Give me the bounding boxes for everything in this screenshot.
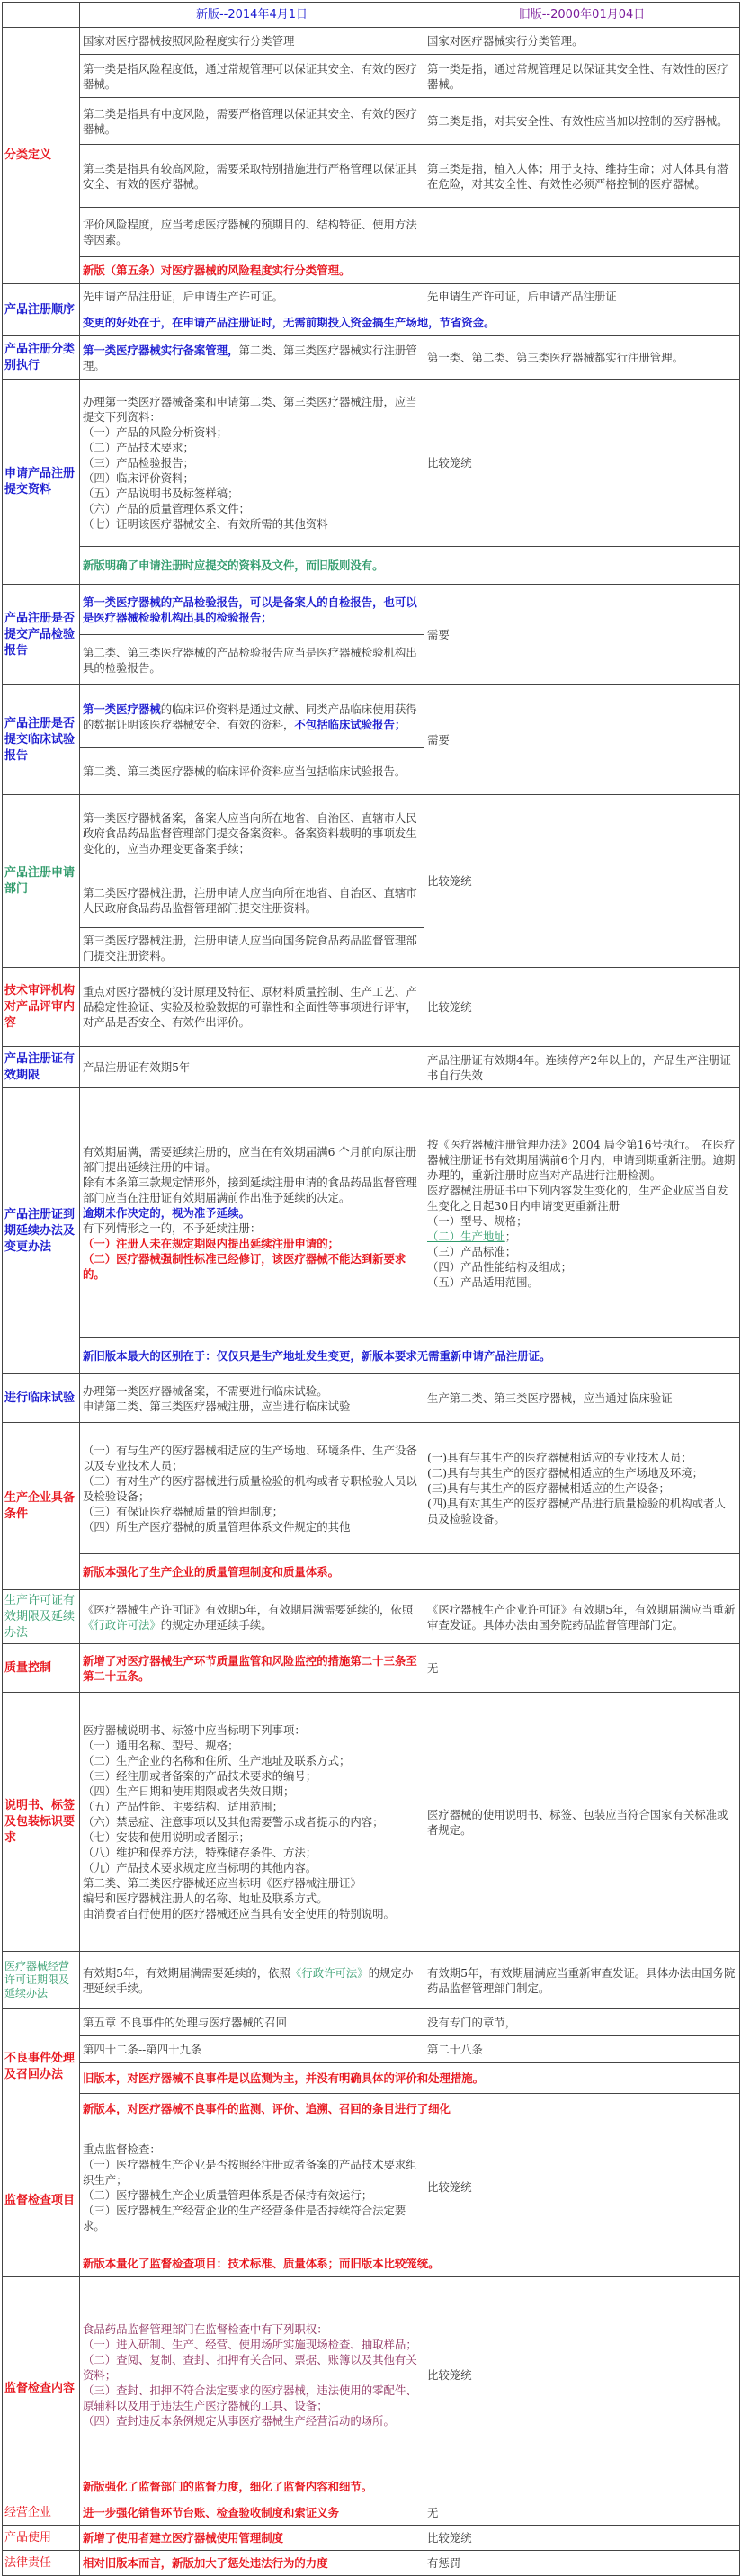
cell-old [424,1088,740,1338]
cell-old: 第三类是指，植入人体；用于支持、维持生命；对人体具有潜在危险，对其安全性、有效性必须严格控制的医疗器械。 [424,145,740,208]
cell-old: 需要 [424,685,740,795]
cell-new [80,336,424,380]
law-reference: 《行政许可法》 [83,1617,161,1632]
cell-new: 第二类医疗器械注册，注册申请人应当向所在地省、自治区、直辖市人民政府食品药品监督管理部门提交注册资料。 [80,872,424,928]
cell-new [80,1693,424,1952]
text-line: 医疗器械注册证书中下列内容发生变化的，生产企业应当自发生变化之日起30日内申请变更重新注册 [427,1183,728,1212]
text-line: 办理第一类医疗器械备案，不需要进行临床试验。 [83,1383,328,1398]
row-label-clinical-report: 产品注册是否提交临床试验报告 [3,685,80,795]
text-line: 申请第二类、第三类医疗器械注册，应当进行临床试验 [83,1399,351,1413]
cell-old: 第二十八条 [424,2036,740,2063]
table-row [3,257,740,284]
list-item: （三）医疗器械生产经营企业的生产经营条件是否持续符合法定要求。 [83,2203,406,2232]
comparison-table [2,2,740,2576]
cell-new: 第五章 不良事件的处理与医疗器械的召回 [80,2009,424,2036]
list-item: （四）生产日期和使用期限或者失效日期； [83,1784,295,1798]
cell-new [80,380,424,547]
table-row [3,2094,740,2124]
list-item: （三）产品检验报告； [83,456,194,470]
table-row [3,336,740,380]
row-label-classification: 分类定义 [3,28,80,284]
table-row [3,685,740,748]
cell-new [80,2124,424,2250]
header-row [3,3,740,28]
list-item: （七）安装和使用说明或者图示； [83,1830,250,1844]
row-label-prod-license: 生产许可证有效期限及延续办法 [3,1590,80,1644]
text-plain: 的规定办理延续手续。 [83,1965,414,1995]
cell-old: 比较笼统 [424,2526,740,2551]
list-item: （八）维护和保养方法，特殊储存条件、方法； [83,1846,317,1859]
row-label-quality: 质量控制 [3,1644,80,1693]
row-label-validity: 产品注册证有效期限 [3,1047,80,1088]
cell-new: 第二类是指具有中度风险，需要严格管理以保证其安全、有效的医疗器械。 [80,98,424,145]
row-label-reg-order: 产品注册顺序 [3,284,80,336]
cell-new: 国家对医疗器械按照风险程度实行分类管理 [80,28,424,55]
cell-old: 没有专门的章节， [424,2009,740,2036]
list-item: (三)具有与其生产的医疗器械相适应的生产设备； [427,1481,670,1495]
list-item: （六）禁忌症、注意事项以及其他需要警示或者提示的内容； [83,1815,384,1829]
list-item [427,1229,737,1244]
cell-new [80,1088,424,1338]
text-line-warning: （二）医疗器械强制性标准已经修订，该医疗器械不能达到新要求的。 [83,1252,406,1281]
list-item: （五）产品性能、主要结构、适用范围； [83,1800,284,1813]
text-bold: 第一类医疗器械 [83,702,161,716]
cell-new: 第一类医疗器械的产品检验报告，可以是备案人的自检报告，也可以是医疗器械检验机构出具的检验报告； [80,585,424,635]
note-reg-order: 变更的好处在于，在申请产品注册证时，无需前期投入资金搞生产场地，节省资金。 [80,309,740,336]
list-item: （五）产品说明书及标签样稿； [83,487,239,500]
list-item: （二）有对生产的医疗器械进行质量检验的机构或者专职检验人员以及检验设备； [83,1473,417,1503]
table-row [3,1047,740,1088]
table-row [3,547,740,585]
text-line: 有下列情形之一的，不予延续注册： [83,1221,262,1235]
cell-new: 第三类医疗器械注册，注册申请人应当向国务院食品药品监督管理部门提交注册资料。 [80,928,424,968]
note-mfr-conditions: 新版本强化了生产企业的质量管理制度和质量体系。 [80,1554,740,1590]
table-row [3,2526,740,2551]
list-item-suffix: ； [504,1229,517,1243]
table-row [3,1693,740,1952]
table-row [3,585,740,635]
list-item: （三）查封、扣押不符合法定要求的医疗器械，违法使用的零配件、原辅料以及用于违法生产医疗器械的工具、设备； [83,2384,417,2412]
cell-old: 比较笼统 [424,2124,740,2250]
table-row [3,2009,740,2036]
list-item: （二）查阅、复制、查封、扣押有关合同、票据、账簿以及其他有关资料； [83,2353,417,2382]
row-label-renewal: 产品注册证到期延续办法及变更办法 [3,1088,80,1374]
table-row [3,1554,740,1590]
table-row [3,145,740,208]
text-bold: 第一类医疗器械实行备案管理， [83,343,239,357]
cell-new [80,1423,424,1554]
cell-old-empty [424,208,740,257]
table-row [3,55,740,98]
note-renewal: 新旧版本最大的区别在于：仅仅只是生产地址发生变更，新版本要求无需重新申请产品注册证。 [80,1338,740,1374]
cell-old: 有惩罚 [424,2551,740,2576]
row-label-biz-license: 医疗器械经营许可证期限及延续办法 [3,1952,80,2009]
list-item: （三）产品标准； [427,1244,517,1258]
table-row [3,1590,740,1644]
text-plain: 的临床评价资料是通过文献、同类产品临床使用获得的数据证明该医疗器械安全、有效的资料， [83,702,417,731]
table-row [3,309,740,336]
cell-new [80,1374,424,1423]
cell-old: 有效期5年，有效期届满应当重新审查发证。具体办法由国务院药品监督管理部门制定。 [424,1952,740,2009]
list-item: 编号和医疗器械注册人的名称、地址及联系方式。 [83,1892,328,1905]
cell-new: 先申请产品注册证，后申请生产许可证。 [80,284,424,309]
cell-old: 无 [424,1644,740,1693]
list-item: （四）所生产医疗器械的质量管理体系文件规定的其他 [83,1519,351,1534]
table-row [3,968,740,1047]
cell-old: 国家对医疗器械实行分类管理。 [424,28,740,55]
cell-old: 第一类、第二类、第三类医疗器械都实行注册管理。 [424,336,740,380]
row-label-supervision-items: 监督检查项目 [3,2124,80,2277]
list-item: （二）医疗器械生产企业质量管理体系是否保持有效运行； [83,2187,373,2202]
row-label-inspection-report: 产品注册是否提交产品检验报告 [3,585,80,685]
text-plain: 有效期5年，有效期届满需要延续的，依照 [83,1965,290,1980]
cell-old: 《医疗器械生产企业许可证》有效期5年，有效期届满应当重新审查发证。具体办法由国务院药品监督管理部门定。 [424,1590,740,1644]
list-item: （五）产品适用范围。 [427,1275,539,1289]
cell-new: 新增了使用者建立医疗器械使用管理制度 [80,2526,424,2551]
text-line-highlight: 逾期未作决定的，视为准予延续。 [83,1206,250,1220]
list-item: 第二类、第三类医疗器械还应当标明《医疗器械注册证》 [83,1876,362,1890]
row-label-distributor: 经营企业 [3,2500,80,2526]
table-row [3,1952,740,2009]
cell-old [424,1423,740,1554]
text-bold: 不包括临床试验报告； [294,717,406,731]
row-label-supervision-content: 监督检查内容 [3,2277,80,2500]
table-row [3,98,740,145]
row-label-tech-review: 技术审评机构对产品评审内容 [3,968,80,1047]
list-item: （四）查封违反本条例规定从事医疗器械生产经营活动的场所。 [83,2414,395,2428]
text-plain: 《医疗器械生产许可证》有效期5年，有效期届满需要延续的，依照 [83,1602,414,1616]
text-line-warning: （一）注册人未在规定期限内提出延续注册申请的； [83,1237,339,1250]
list-item: 食品药品监督管理部门在监督检查中有下列职权： [83,2322,328,2336]
row-label-submit-docs: 申请产品注册提交资料 [3,380,80,585]
cell-new [80,1952,424,2009]
table-row [3,2473,740,2500]
list-item: （七）证明该医疗器械安全、有效所需的其他资料 [83,517,328,531]
list-item: （一）有与生产的医疗器械相适应的生产场地、环境条件、生产设备以及专业技术人员； [83,1443,417,1472]
header-new-version: 新版--2014年4月1日 [80,3,424,28]
note-submit-docs: 新版明确了申请注册时应提交的资料及文件，而旧版则没有。 [80,547,740,585]
cell-new: 第二类、第三类医疗器械的临床评价资料应当包括临床试验报告。 [80,748,424,795]
list-item: （三）有保证医疗器械质量的管理制度； [83,1504,284,1518]
list-item: （六）产品的质量管理体系文件； [83,502,250,515]
table-row [3,2036,740,2063]
table-row [3,1088,740,1338]
list-item: 办理第一类医疗器械备案和申请第二类、第三类医疗器械注册，应当提交下列资料： [83,395,417,424]
text-plain: 的规定办理延续手续。 [160,1617,272,1632]
note-supervision-items: 新版本量化了监督检查项目：技术标准、质量体系；而旧版本比较笼统。 [80,2250,740,2277]
text-plain: 第二类、第三类医疗器械实行注册管理。 [83,343,417,372]
table-row [3,2063,740,2094]
table-row [3,1644,740,1693]
header-empty-cell [3,3,80,28]
cell-old: 需要 [424,585,740,685]
row-label-labeling: 说明书、标签及包装标识要求 [3,1693,80,1952]
table-row [3,2277,740,2473]
cell-new: 第一类医疗器械备案，备案人应当向所在地省、自治区、直辖市人民政府食品药品监督管理部门提交备案资料。备案资料载明的事项发生变化的，应当办理变更备案手续； [80,795,424,872]
cell-old: 第一类是指，通过常规管理足以保证其安全性、有效性的医疗器械。 [424,55,740,98]
row-label-clinical-trial: 进行临床试验 [3,1374,80,1423]
note-classification: 新版（第五条）对医疗器械的风险程度实行分类管理。 [80,257,740,284]
row-label-reg-by-class: 产品注册分类别执行 [3,336,80,380]
list-item: (四)具有对其生产的医疗器械产品进行质量检验的机构或者人员及检验设备。 [427,1497,726,1525]
list-item: （一）通用名称、型号、规格； [83,1739,239,1752]
row-label-liability: 法律责任 [3,2551,80,2576]
list-item: （三）经注册或者备案的产品技术要求的编号； [83,1769,317,1783]
list-item: (一)具有与其生产的医疗器械相适应的专业技术人员； [427,1451,692,1464]
text-line: 除有本条第三款规定情形外，接到延续注册申请的食品药品监督管理部门应当在注册证有效期届满前作出准予延续的决定。 [83,1176,417,1204]
note-adverse-old: 旧版本，对医疗器械不良事件是以监测为主，并没有明确具体的评价和处理措施。 [80,2063,740,2094]
row-label-adverse: 不良事件处理 及召回办法 [3,2009,80,2124]
cell-new: 相对旧版本而言，新版加大了惩处违法行为的力度 [80,2551,424,2576]
cell-old: 先申请生产许可证，后申请产品注册证 [424,284,740,309]
cell-old: 比较笼统 [424,795,740,968]
cell-new [80,685,424,748]
cell-new: 评价风险程度，应当考虑医疗器械的预期目的、结构特征、使用方法等因素。 [80,208,424,257]
table-row [3,2124,740,2250]
cell-new: 新增了对医疗器械生产环节质量监管和风险监控的措施第二十三条至第二十五条。 [80,1644,424,1693]
list-item: （一）进入研制、生产、经营、使用场所实施现场检查、抽取样品； [83,2338,417,2351]
note-adverse-new: 新版本，对医疗器械不良事件的监测、评价、追溯、召回的条目进行了细化 [80,2094,740,2124]
list-item: 由消费者自行使用的医疗器械还应当具有安全使用的特别说明。 [83,1907,395,1920]
cell-new: 进一步强化销售环节台账、检查验收制度和索证义务 [80,2500,424,2526]
header-old-version: 旧版--2000年01月04日 [424,3,740,28]
list-item: 医疗器械说明书、标签中应当标明下列事项： [83,1723,306,1737]
cell-old: 第二类是指，对其安全性、有效性应当加以控制的医疗器械。 [424,98,740,145]
list-item: (二)具有与其生产的医疗器械相适应的生产场地及环境； [427,1466,704,1480]
cell-old: 医疗器械的使用说明书、标签、包装应当符合国家有关标准或者规定。 [424,1693,740,1952]
cell-new: 第一类是指风险程度低，通过常规管理可以保证其安全、有效的医疗器械。 [80,55,424,98]
link-production-address[interactable]: （二）生产地址 [427,1229,505,1243]
cell-old: 比较笼统 [424,2277,740,2473]
table-row [3,284,740,309]
row-label-reg-dept: 产品注册申请部门 [3,795,80,968]
table-row [3,1423,740,1554]
text-line: 有效期届满，需要延续注册的，应当在有效期届满6 个月前向原注册部门提出延续注册的申请。 [83,1145,417,1174]
list-item: （二）生产企业的名称和住所、生产地址及联系方式； [83,1754,351,1767]
table-row [3,208,740,257]
cell-old: 产品注册证有效期4年。连续停产2年以上的，产品生产注册证书自行失效 [424,1047,740,1088]
cell-new: 产品注册证有效期5年 [80,1047,424,1088]
cell-new [80,1590,424,1644]
list-item: 重点监督检查： [83,2142,161,2156]
cell-new: 第二类、第三类医疗器械的产品检验报告应当是医疗器械检验机构出具的检验报告。 [80,635,424,685]
table-row [3,795,740,872]
table-row [3,2500,740,2526]
list-item: （二）产品技术要求； [83,441,194,454]
list-item: （四）产品性能结构及组成； [427,1259,573,1274]
row-label-usage: 产品使用 [3,2526,80,2551]
list-item: （一）产品的风险分析资料； [83,425,228,439]
cell-new [80,2277,424,2473]
table-row [3,380,740,547]
table-row [3,1338,740,1374]
table-row [3,28,740,55]
note-supervision-content: 新版强化了监督部门的监督力度，细化了监督内容和细节。 [80,2473,740,2500]
list-item: （一）医疗器械生产企业是否按照经注册或者备案的产品技术要求组织生产； [83,2157,417,2187]
cell-old: 比较笼统 [424,380,740,547]
list-item: （四）临床评价资料； [83,471,194,485]
cell-old: 比较笼统 [424,968,740,1047]
row-label-mfr-conditions: 生产企业具备条件 [3,1423,80,1590]
cell-new: 重点对医疗器械的设计原理及特征、原材料质量控制、生产工艺、产品稳定性验证、实验及检验数据的可靠性和全面性等事项进行评审，对产品是否安全、有效作出评价。 [80,968,424,1047]
cell-new: 第四十二条--第四十九条 [80,2036,424,2063]
law-reference: 《行政许可法》 [290,1965,369,1980]
table-row [3,1374,740,1423]
table-row [3,2250,740,2277]
cell-new: 第三类是指具有较高风险，需要采取特别措施进行严格管理以保证其安全、有效的医疗器械。 [80,145,424,208]
list-item: （九）产品技术要求规定应当标明的其他内容。 [83,1861,317,1874]
table-row [3,2551,740,2576]
cell-old: 生产第二类、第三类医疗器械，应当通过临床验证 [424,1374,740,1423]
list-item: （一）型号、规格； [427,1213,528,1228]
text-line: 按《医疗器械注册管理办法》2004 局令第16号执行。 在医疗器械注册证书有效期届满前6个月内，申请到期重新注册。逾期办理的，重新注册时应当对产品进行注册检测。 [427,1137,736,1182]
cell-old: 无 [424,2500,740,2526]
